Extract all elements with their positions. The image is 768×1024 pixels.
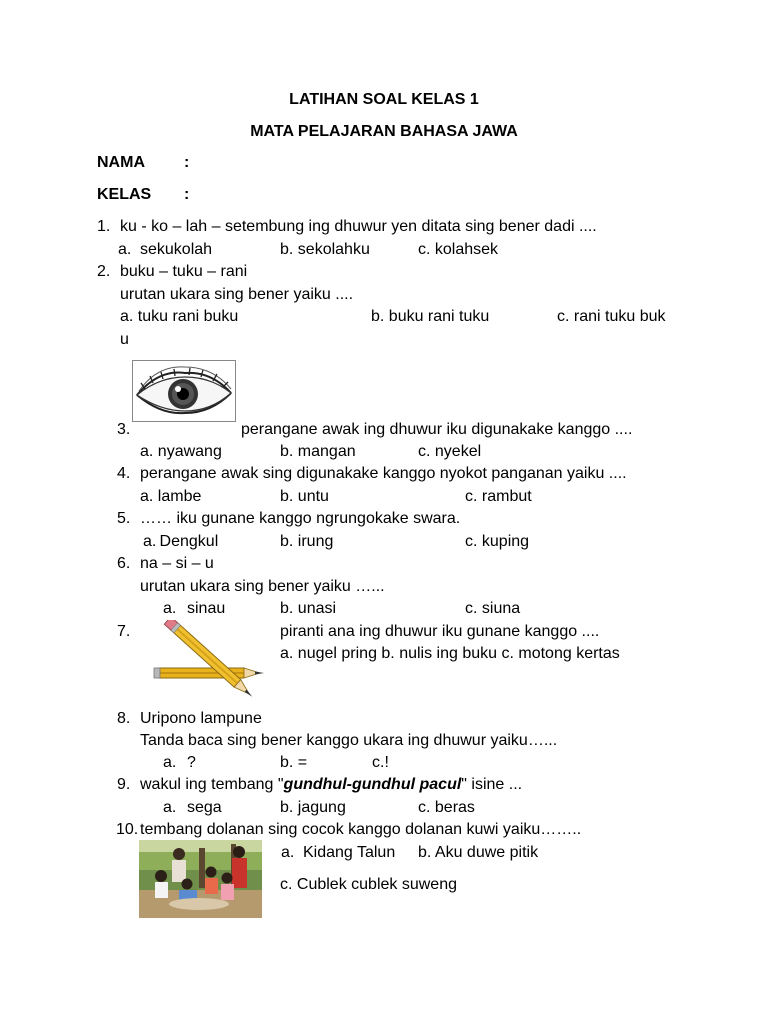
question-number: 3. [117,421,131,438]
question-text: perangane awak sing digunakake kanggo nyokot panganan yaiku .... [140,465,627,482]
question-number: 9. [117,776,131,793]
eye-image [132,360,236,422]
option-a: a. nyawang [140,443,222,460]
option-b: b. mangan [280,443,356,460]
option-b: b. jagung [280,799,346,816]
option-a: sekukolah [140,241,213,258]
option-b: b. unasi [280,600,337,617]
option-c-wrap: u [120,331,129,348]
question-instruction: urutan ukara sing bener yaiku …... [140,578,385,595]
question-text: tembang dolanan sing cocok kanggo dolanan kuwi yaiku…….. [140,821,582,838]
question-instruction: Tanda baca sing bener kanggo ukara ing dhuwur yaiku…... [140,732,558,749]
option-letter: a. [163,754,177,771]
option-a: a. Dengkul [143,533,219,550]
question-text: na – si – u [140,555,214,572]
children-photo-icon [139,840,262,918]
name-colon: : [184,154,190,171]
option-letter: a. [118,241,132,258]
question-text: Uripono lampune [140,710,262,727]
question-options: a. nugel pring b. nulis ing buku c. motong kertas [280,645,620,662]
pencils-image [152,620,270,706]
option-c: c. kuping [465,533,530,550]
worksheet-title: LATIHAN SOAL KELAS 1 [289,91,479,108]
question-number: 1. [97,218,111,235]
option-a: Kidang Talun [303,844,396,861]
class-label: KELAS [97,186,152,203]
question-number: 5. [117,510,131,527]
eye-icon [133,361,235,421]
question-text: buku – tuku – rani [120,263,248,280]
option-b: b. = [280,754,308,771]
song-title-emphasis: gundhul-gundhul pacul [283,776,462,793]
question-text-start: wakul ing tembang " [140,776,284,793]
option-a: sinau [187,600,226,617]
subject-title: MATA PELAJARAN BAHASA JAWA [250,123,518,140]
option-letter: a. [163,600,177,617]
option-b: b. irung [280,533,334,550]
question-instruction: urutan ukara sing bener yaiku .... [120,286,354,303]
question-number: 8. [117,710,131,727]
option-b: b. Aku duwe pitik [418,844,539,861]
question-number: 7. [117,623,131,640]
option-a: ? [187,754,196,771]
question-text: …… iku gunane kanggo ngrungokake swara. [140,510,461,527]
option-c: c. rani tuku buk [557,308,666,325]
option-c: c. Cublek cublek suweng [280,876,457,893]
question-text-end: " isine ... [461,776,523,793]
option-b: b. sekolahku [280,241,370,258]
question-text: ku - ko – lah – setembung ing dhuwur yen ditata sing bener dadi .... [120,218,597,235]
option-b: b. buku rani tuku [371,308,490,325]
option-c: c. kolahsek [418,241,499,258]
question-text [140,777,522,793]
option-a: a. lambe [140,488,202,505]
option-c: c.! [372,754,389,771]
question-text: piranti ana ing dhuwur iku gunane kanggo .... [280,623,600,640]
question-number: 2. [97,263,111,280]
option-letter: a. [163,799,177,816]
class-colon: : [184,186,190,203]
option-a: sega [187,799,222,816]
question-text: perangane awak ing dhuwur iku digunakake kanggo .... [241,421,633,438]
option-letter: a. [281,844,295,861]
question-number: 4. [117,465,131,482]
option-a: a. tuku rani buku [120,308,239,325]
children-playing-image [139,840,262,918]
option-c: c. siuna [465,600,521,617]
pencil-icon [152,620,270,706]
option-c: c. nyekel [418,443,482,460]
option-c: c. beras [418,799,475,816]
question-number: 10. [116,821,139,838]
question-number: 6. [117,555,131,572]
name-label: NAMA [97,154,145,171]
option-b: b. untu [280,488,329,505]
option-c: c. rambut [465,488,532,505]
